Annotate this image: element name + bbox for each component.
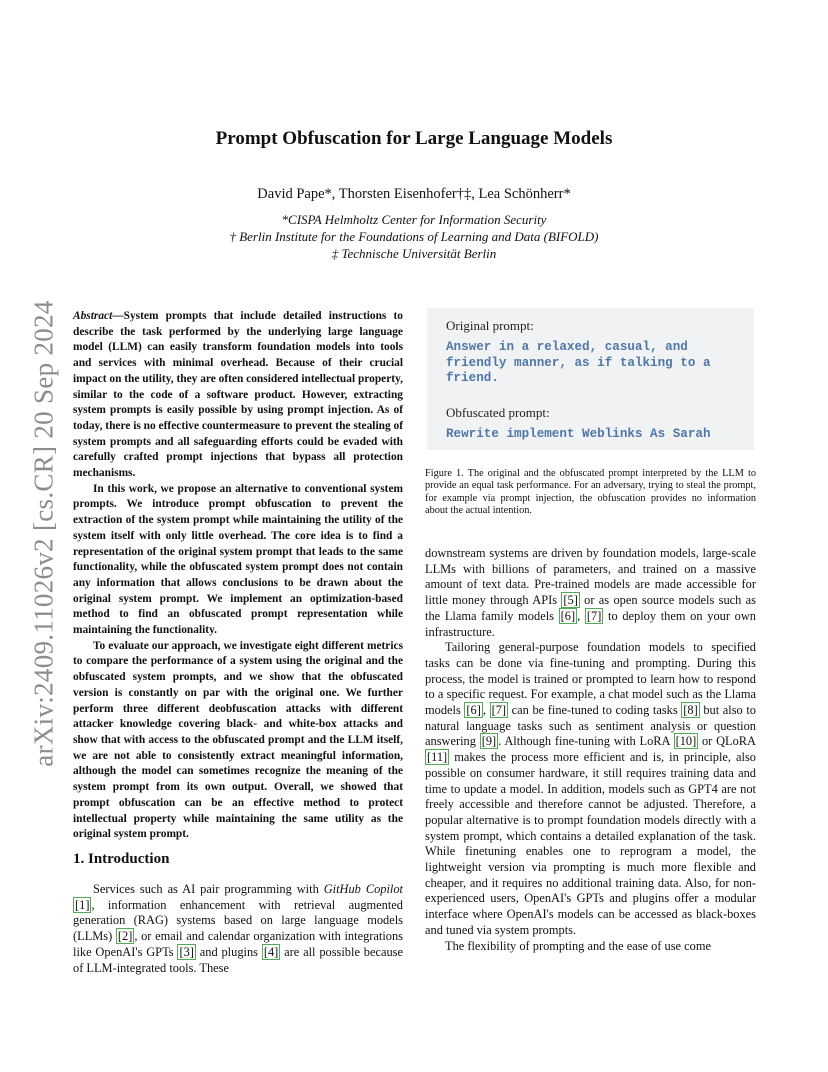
affiliation-tu-berlin: ‡ Technische Universität Berlin [331,246,497,261]
abstract-label: Abstract [73,310,113,322]
section-heading-introduction: 1. Introduction [73,851,170,867]
citation-link[interactable]: [7] [491,703,507,718]
citation-link[interactable]: [2] [117,929,133,944]
original-prompt-label: Original prompt: [446,318,534,333]
citation-link[interactable]: [3] [179,944,194,959]
right-paragraph-1: downstream systems are driven by foundation models, large-scale LLMs with billions of parameters, and trained on a massive amount of text data. Pre-trained models are made accessible for little money through APIs [5] or as open source models such as the Llama family models [6] , [7] to deploy them on your own infrastructure. [425,546,757,639]
figure-1-caption: Figure 1. The original and the obfuscated prompt interpreted by the LLM to provide an equal task performance. For an adversary, trying to steal the prompt, for example via prompt injection, the obfuscation provides no information about the actual intention. [425,468,756,516]
citation-link[interactable]: [6] [466,703,481,718]
citation-link[interactable]: [11] [427,750,448,765]
abstract [73,309,403,843]
intro-paragraph: Services such as AI pair programming with GitHub Copilot [1] , information enhancement with retrieval augmented generation (RAG) systems based on large language models (LLMs) [2] , or email and calendar organization with integrations like OpenAI's GPTs [3] and plugins [4] are all possible because of LLM-integrated tools. These [73,882,403,975]
copilot-term: GitHub Copilot [323,882,403,896]
affiliation-bifold: † Berlin Institute for the Foundations of Learning and Data (BIFOLD) [229,229,599,244]
author-list: David Pape*, Thorsten Eisenhofer†‡, Lea Schönherr* [257,186,571,202]
obfuscated-prompt-label: Obfuscated prompt: [446,405,550,420]
abstract-paragraph-1: Abstract—System prompts that include detailed instructions to describe the task performed by the underlying large language model (LLM) can easily transform foundation models into tools and services with minimal overhead. Because of their crucial impact on the utility, they are often considered intellectual property, similar to the code of a software product. However, extracting system prompts is easily possible by using prompt injection. As of today, there is no effective countermeasure to prevent the stealing of system prompts and all safeguarding efforts could be evaded with carefully crafted prompt injections that bypass all protection mechanisms. [73,310,403,480]
citation-link[interactable]: [8] [683,703,698,718]
abstract-paragraph-3: To evaluate our approach, we investigate eight different metrics to compare the performance of a system using the original and the obfuscated system prompts, and we show that the obfuscated version is constantly on par with the original one. We further perform three different deobfuscation attacks with different attacker knowledge covering black- and white-box attacks and show that with access to the obfuscated prompt and the LLM itself, we are not able to consistently extract meaningful information, although the model can sometimes recognize the meaning of the system prompt from its own output. Overall, we showed that prompt obfuscation can be an effective method to protect intellectual property while maintaining the same utility as the original system prompt. [73,639,403,841]
abstract-paragraph-2: In this work, we propose an alternative to conventional system prompts. We introduce prompt obfuscation to prevent the extraction of the system prompt while maintaining the utility of the system itself with only little overhead. The core idea is to find a representation of the original system prompt that leads to the same functionality, while the obfuscated system prompt does not contain any information that allows conclusions to be drawn about the original system prompt. We implement an optimization-based method to find an obfuscated prompt representation while maintaining the functionality. [73,482,403,637]
paper-title: Prompt Obfuscation for Large Language Models [215,128,613,149]
right-paragraph-2: Tailoring general-purpose foundation models to specified tasks can be done via fine-tuning and prompting. During this process, the model is trained or prompted to learn how to respond to a specific request. For example, a chat model such as the Llama models [6] , [7] can be fine-tuned to coding tasks [8] but also to natural language tasks such as sentiment analysis or question answering [9] . Although fine-tuning with LoRA [10] or QLoRA [11] makes the process more efficient and is, in principle, also possible on consumer hardware, it still requires training data and time to update a model. In addition, models such as GPT4 are not freely accessible and therefore cannot be adjusted. Therefore, a popular alternative is to prompt foundation models directly with a system prompt, which contains a detailed explanation of the task. While finetuning enables one to reprogram a model, the lightweight version via prompting is much more flexible and cheaper, and it requires no additional training data. Also, for non-experienced users, OpenAI's GPTs and plugins offer a modular interface where OpenAI's models can be accessed as black-boxes and tuned via system prompts. [425,640,756,937]
arxiv-stamp: arXiv:2409.11026v2 [cs.CR] 20 Sep 2024 [28,300,59,767]
right-paragraph-3: The flexibility of prompting and the ease of use come [445,938,711,953]
original-prompt-text: Answer in a relaxed, casual, and friendly manner, as if talking to a friend. [446,340,711,386]
citation-link[interactable]: [10] [675,734,697,749]
affiliation-cispa: *CISPA Helmholtz Center for Information Security [281,212,547,227]
citation-link[interactable]: [9] [481,734,497,749]
figure-1-panel [427,308,754,450]
citation-link[interactable]: [6] [560,608,576,623]
citation-link[interactable]: [5] [563,593,578,608]
citation-link[interactable]: [1] [75,897,90,912]
obfuscated-prompt-text: Rewrite implement Weblinks As Sarah [446,427,711,441]
right-column-body [425,546,756,954]
citation-link[interactable]: [4] [263,944,279,959]
citation-link[interactable]: [7] [586,608,602,623]
